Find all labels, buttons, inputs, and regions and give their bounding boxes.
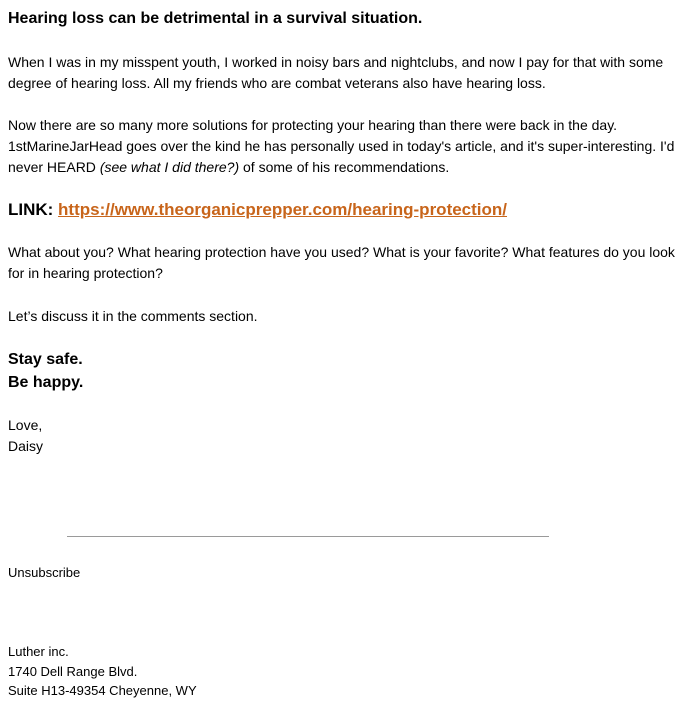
address-line: Suite H13-49354 Cheyenne, WY bbox=[8, 683, 197, 698]
address-line: 1740 Dell Range Blvd. bbox=[8, 663, 138, 679]
paragraph-discuss: Let’s discuss it in the comments section. bbox=[8, 308, 258, 324]
paragraph-question: What about you? What hearing protection have you used? What is your favorite? What features do you look for in hearing protection? bbox=[8, 244, 675, 281]
paragraph-text: of some of his recommendations. bbox=[239, 159, 450, 175]
address-line: Luther inc. bbox=[8, 644, 69, 659]
signoff-line: Be happy. bbox=[8, 374, 84, 391]
signoff bbox=[8, 348, 83, 394]
link-prefix: LINK: bbox=[8, 200, 59, 219]
signoff-line: Stay safe. bbox=[8, 351, 83, 368]
email-heading: Hearing loss can be detrimental in a survival situation. bbox=[8, 10, 423, 27]
paragraph-misspent-youth: When I was in my misspent youth, I worked in noisy bars and nightclubs, and now I pay for that with some degree of hearing loss. All my friends who are combat veterans also have hearing loss. bbox=[8, 54, 664, 91]
paragraph-italic-aside: (see what I did there?) bbox=[99, 159, 240, 175]
closing-line: Love, bbox=[8, 417, 43, 433]
article-link[interactable]: https://www.theorganicprepper.com/hearing-protection/ bbox=[58, 200, 508, 219]
article-link-line bbox=[8, 200, 507, 220]
paragraph-text: Now there are so many more solutions for protecting your hearing than there were back in the day. 1stMarineJarHead goes over the kind he has personally used in today's article, and it's super-interesting. I'd never HEARD bbox=[8, 117, 675, 175]
paragraph-hearing-solutions bbox=[8, 115, 692, 178]
unsubscribe-link[interactable]: Unsubscribe bbox=[8, 565, 81, 580]
footer-divider bbox=[67, 536, 549, 537]
closing bbox=[8, 415, 43, 457]
footer-address bbox=[8, 642, 197, 701]
closing-signature: Daisy bbox=[8, 438, 44, 454]
